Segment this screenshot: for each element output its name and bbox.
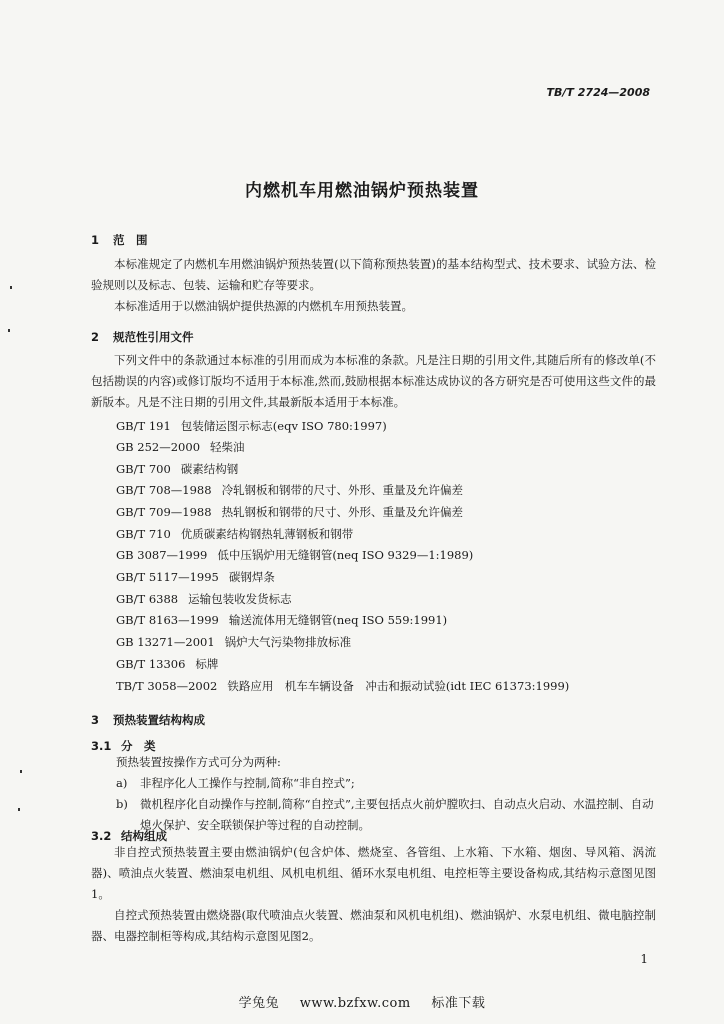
paragraph: 自控式预热装置由燃烧器(取代喷油点火装置、燃油泵和风机电机组)、燃油锅炉、水泵电机组、微电脑控制器、电器控制柜等构成,其结构示意图见图2。	[91, 908, 656, 943]
list-item-text: 非程序化人工操作与控制,简称“非自控式”;	[140, 776, 355, 790]
reference-item	[116, 418, 387, 434]
reference-title: 碳钢焊条	[228, 570, 275, 584]
reference-code: GB/T 8163—1999	[116, 613, 219, 627]
list-intro-text: 预热装置按操作方式可分为两种:	[116, 755, 281, 769]
reference-code: GB 13271—2001	[116, 635, 215, 649]
subsection-number: 3.2	[91, 829, 112, 843]
reference-code: GB/T 13306	[116, 657, 186, 671]
list-marker: b)	[116, 797, 128, 811]
reference-title: 热轧钢板和钢带的尺寸、外形、重量及允许偏差	[221, 505, 464, 519]
subsection-title: 结构组成	[121, 829, 167, 843]
reference-item	[116, 482, 463, 498]
subsection-title: 分 类	[121, 739, 156, 753]
reference-item	[116, 656, 218, 672]
section-title: 预热装置结构构成	[113, 713, 205, 727]
section-title: 范 围	[113, 233, 148, 247]
footer-url: www.bzfxw.com	[299, 996, 411, 1011]
reference-item	[116, 461, 238, 477]
reference-code: GB 252—2000	[116, 440, 201, 454]
scan-speck	[10, 286, 12, 289]
document-title: 内燃机车用燃油锅炉预热装置	[245, 181, 479, 201]
page-number: 1	[640, 952, 648, 966]
reference-code: GB/T 708—1988	[116, 483, 212, 497]
section-number: 3	[91, 713, 100, 727]
footer-slogan: 标准下载	[431, 996, 486, 1011]
paragraph: 本标准适用于以燃油锅炉提供热源的内燃机车用预热装置。	[114, 299, 413, 313]
reference-code: GB 3087—1999	[116, 548, 208, 562]
reference-title: 运输包装收发货标志	[188, 592, 292, 606]
section-number: 2	[91, 330, 100, 344]
reference-item	[116, 526, 353, 542]
paragraph: 本标准规定了内燃机车用燃油锅炉预热装置(以下简称预热装置)的基本结构型式、技术要求、试验方法、检验规则以及标志、包装、运输和贮存等要求。	[91, 257, 656, 292]
scan-speck	[8, 329, 10, 332]
list-marker: a)	[116, 776, 128, 790]
section-1-heading	[91, 232, 148, 248]
reference-title: 优质碳素结构钢热轧薄钢板和钢带	[180, 527, 354, 541]
section-2-heading	[91, 329, 194, 345]
reference-title: 输送流体用无缝钢管(neq ISO 559:1991)	[228, 613, 448, 627]
reference-code: GB/T 700	[116, 462, 171, 476]
reference-item	[116, 591, 292, 607]
scan-speck	[18, 808, 20, 811]
reference-title: 低中压锅炉用无缝钢管(neq ISO 9329—1:1989)	[217, 548, 474, 562]
reference-title: 标牌	[195, 657, 219, 671]
reference-item	[116, 569, 275, 585]
reference-item	[116, 612, 447, 628]
reference-title: 轻柴油	[210, 440, 245, 454]
list-item	[116, 773, 656, 794]
reference-title: 冷轧钢板和钢带的尺寸、外形、重量及允许偏差	[221, 483, 464, 497]
list-item-text: 微机程序化自动操作与控制,简称“自控式”,主要包括点火前炉膛吹扫、自动点火启动、水温控制、自动熄火保护、安全联锁保护等过程的自动控制。	[140, 797, 654, 832]
reference-code: GB/T 191	[116, 419, 171, 433]
reference-code: GB/T 710	[116, 527, 171, 541]
reference-title: 铁路应用 机车车辆设备 冲击和振动试验(idt IEC 61373:1999)	[227, 679, 570, 693]
list-intro	[116, 752, 656, 773]
paragraph: 非自控式预热装置主要由燃油锅炉(包含炉体、燃烧室、各管组、上水箱、下水箱、烟囱、导风箱、涡流器)、喷油点火装置、燃油泵电机组、风机电机组、循环水泵电机组、电控柜等主要设备构成,其结构示意图见图1。	[91, 845, 656, 901]
subsection-number: 3.1	[91, 739, 112, 753]
reference-item	[116, 439, 245, 455]
reference-code: GB/T 5117—1995	[116, 570, 219, 584]
footer-site-name: 学兔兔	[238, 996, 280, 1011]
reference-item	[116, 504, 463, 520]
section-number: 1	[91, 233, 100, 247]
reference-item	[116, 547, 473, 563]
reference-code: GB/T 6388	[116, 592, 179, 606]
reference-title: 包装储运图示标志(eqv ISO 780:1997)	[180, 419, 387, 433]
reference-title: 锅炉大气污染物排放标准	[224, 635, 352, 649]
reference-item	[116, 634, 351, 650]
reference-code: GB/T 709—1988	[116, 505, 212, 519]
scan-speck	[20, 770, 22, 773]
page-footer	[0, 992, 724, 1011]
paragraph: 下列文件中的条款通过本标准的引用而成为本标准的条款。凡是注日期的引用文件,其随后所有的修改单(不包括勘误的内容)或修订版均不适用于本标准,然而,鼓励根据本标准达成协议的各方研究是否可使用这些文件的最新版本。凡是不注日期的引用文件,其最新版本适用于本标准。	[91, 353, 656, 409]
list-item	[116, 794, 656, 836]
section-title: 规范性引用文件	[113, 330, 194, 344]
reference-item	[116, 678, 569, 694]
reference-code: TB/T 3058—2002	[116, 679, 218, 693]
standard-number: TB/T 2724—2008	[546, 86, 650, 99]
reference-title: 碳素结构钢	[180, 462, 239, 476]
section-3-heading	[91, 712, 205, 728]
